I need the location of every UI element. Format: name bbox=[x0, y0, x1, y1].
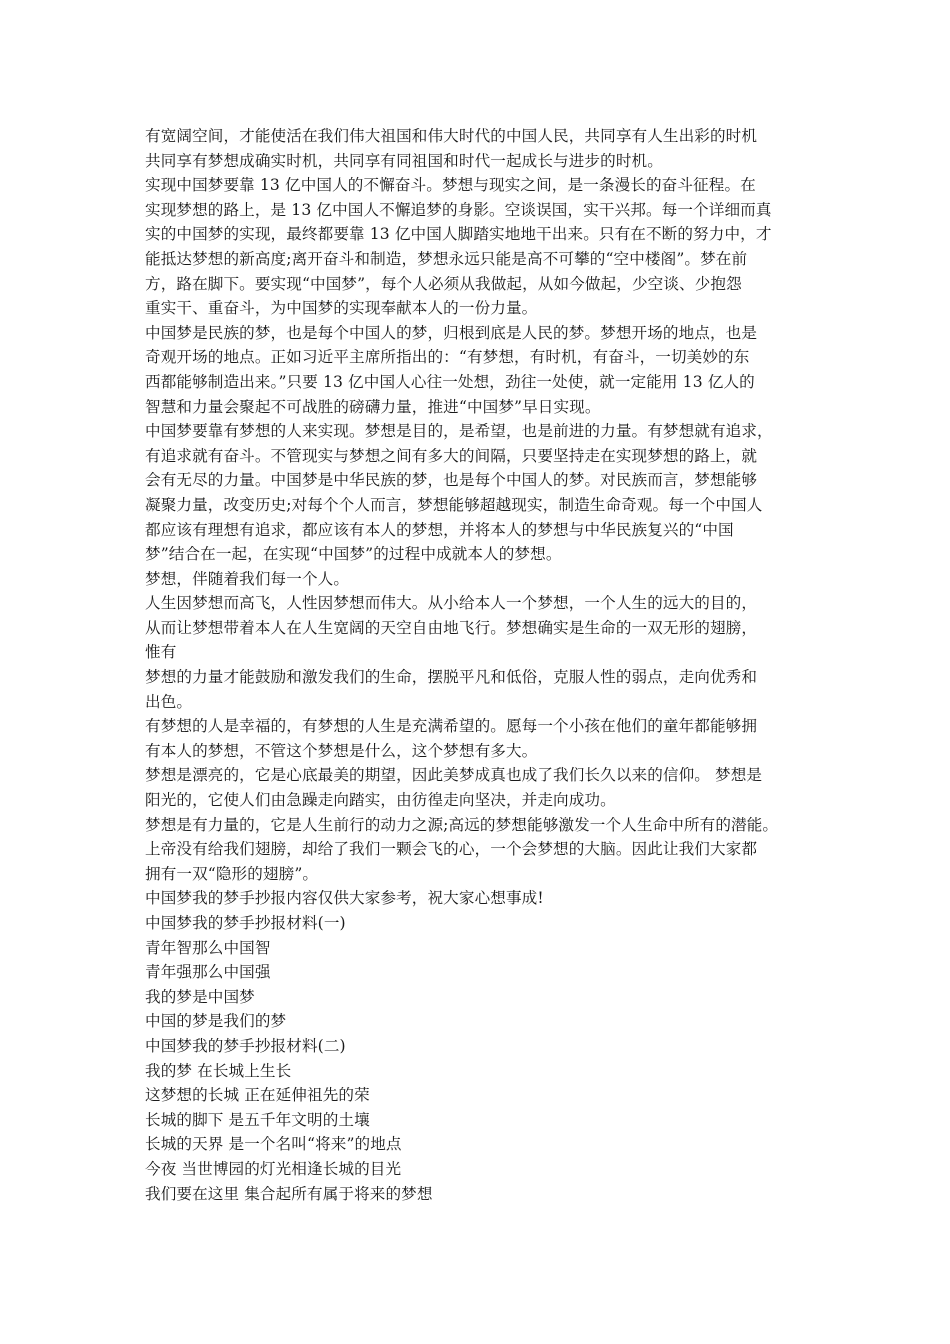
text-line: 都应该有理想有追求，都应该有本人的梦想，并将本人的梦想与中华民族复兴的“中国 bbox=[145, 520, 734, 539]
text-line: 有追求就有奋斗。不管现实与梦想之间有多大的间隔，只要坚持走在实现梦想的路上，就 bbox=[145, 446, 758, 465]
text-line: 共同享有梦想成确实时机，共同享有同祖国和时代一起成长与进步的时机。 bbox=[145, 151, 663, 170]
text-line: 有梦想的人是幸福的，有梦想的人生是充满希望的。愿每一个小孩在他们的童年都能够拥 bbox=[145, 717, 758, 736]
text-line: 长城的天界 是一个名叫“将来”的地点 bbox=[145, 1135, 402, 1154]
text-line: 中国梦我的梦手抄报内容仅供大家参考，祝大家心想事成! bbox=[145, 889, 544, 908]
text-line: 梦想的力量才能鼓励和激发我们的生命，摆脱平凡和低俗，克服人性的弱点，走向优秀和 bbox=[145, 668, 758, 687]
text-line: 长城的脚下 是五千年文明的土壤 bbox=[145, 1110, 370, 1129]
text-line: 中国梦要靠有梦想的人来实现。梦想是目的，是希望，也是前进的力量。有梦想就有追求， bbox=[145, 422, 773, 441]
text-line: 有本人的梦想，不管这个梦想是什么，这个梦想有多大。 bbox=[145, 741, 538, 760]
text-line: 奇观开场的地点。正如习近平主席所指出的：“有梦想，有时机，有奋斗，一切美妙的东 bbox=[145, 348, 750, 367]
text-line: 重实干、重奋斗，为中国梦的实现奉献本人的一份力量。 bbox=[145, 299, 538, 318]
text-line: 梦想是有力量的，它是人生前行的动力之源;高远的梦想能够激发一个人生命中所有的潜能。 bbox=[145, 815, 779, 834]
text-line: 今夜 当世博园的灯光相逢长城的目光 bbox=[145, 1159, 402, 1178]
text-line: 惟有 bbox=[145, 643, 177, 662]
text-line: 中国梦是民族的梦，也是每个中国人的梦，归根到底是人民的梦。梦想开场的地点，也是 bbox=[145, 323, 758, 342]
body-text bbox=[145, 124, 825, 1206]
text-line: 实现中国梦要靠 13 亿中国人的不懈奋斗。梦想与现实之间，是一条漫长的奋斗征程。在 bbox=[145, 176, 756, 195]
text-line: 青年强那么中国强 bbox=[145, 963, 271, 982]
text-line: 能抵达梦想的新高度;离开奋斗和制造，梦想永远只能是高不可攀的“空中楼阁”。梦在前 bbox=[145, 249, 748, 268]
text-line: 出色。 bbox=[145, 692, 193, 711]
text-line: 梦想是漂亮的，它是心底最美的期望，因此美梦成真也成了我们长久以来的信仰。 梦想是 bbox=[145, 766, 763, 785]
text-line: 会有无尽的力量。中国梦是中华民族的梦，也是每个中国人的梦。对民族而言，梦想能够 bbox=[145, 471, 758, 490]
text-line: 实的中国梦的实现，最终都要靠 13 亿中国人脚踏实地地干出来。只有在不断的努力中，才 bbox=[145, 225, 772, 244]
text-line: 我的梦是中国梦 bbox=[145, 987, 255, 1006]
text-line: 我们要在这里 集合起所有属于将来的梦想 bbox=[145, 1184, 433, 1203]
text-line: 人生因梦想而高飞，人性因梦想而伟大。从小给本人一个梦想，一个人生的远大的目的， bbox=[145, 594, 758, 613]
text-line: 凝聚力量，改变历史;对每个个人而言，梦想能够超越现实，制造生命奇观。每一个中国人 bbox=[145, 495, 763, 514]
text-line: 这梦想的长城 正在延伸祖先的荣 bbox=[145, 1086, 370, 1105]
text-line: 青年智那么中国智 bbox=[145, 938, 271, 957]
text-line: 西都能够制造出来。”只要 13 亿中国人心往一处想，劲往一处使，就一定能用 13 亿人的 bbox=[145, 372, 755, 391]
text-line: 中国梦我的梦手抄报材料(二) bbox=[145, 1036, 346, 1055]
text-line: 梦”结合在一起，在实现“中国梦”的过程中成就本人的梦想。 bbox=[145, 545, 562, 564]
text-line: 我的梦 在长城上生长 bbox=[145, 1061, 292, 1080]
text-line: 梦想，伴随着我们每一个人。 bbox=[145, 569, 350, 588]
text-line: 从而让梦想带着本人在人生宽阔的天空自由地飞行。梦想确实是生命的一双无形的翅膀， bbox=[145, 618, 758, 637]
text-line: 阳光的，它使人们由急躁走向踏实，由彷徨走向坚决，并走向成功。 bbox=[145, 791, 616, 810]
text-line: 上帝没有给我们翅膀，却给了我们一颗会飞的心，一个会梦想的大脑。因此让我们大家都 bbox=[145, 840, 758, 859]
text-line: 智慧和力量会聚起不可战胜的磅礴力量，推进“中国梦”早日实现。 bbox=[145, 397, 601, 416]
text-line: 中国梦我的梦手抄报材料(一) bbox=[145, 914, 346, 932]
text-line: 方，路在脚下。要实现“中国梦”，每个人必须从我做起，从如今做起，少空谈、少抱怨 bbox=[145, 274, 742, 293]
text-line: 有宽阔空间，才能使活在我们伟大祖国和伟大时代的中国人民，共同享有人生出彩的时机 bbox=[145, 127, 758, 145]
text-line: 实现梦想的路上，是 13 亿中国人不懈追梦的身影。空谈误国，实干兴邦。每一个详细而真 bbox=[145, 200, 772, 219]
text-line: 拥有一双“隐形的翅膀”。 bbox=[145, 864, 319, 883]
text-line: 中国的梦是我们的梦 bbox=[145, 1012, 287, 1031]
